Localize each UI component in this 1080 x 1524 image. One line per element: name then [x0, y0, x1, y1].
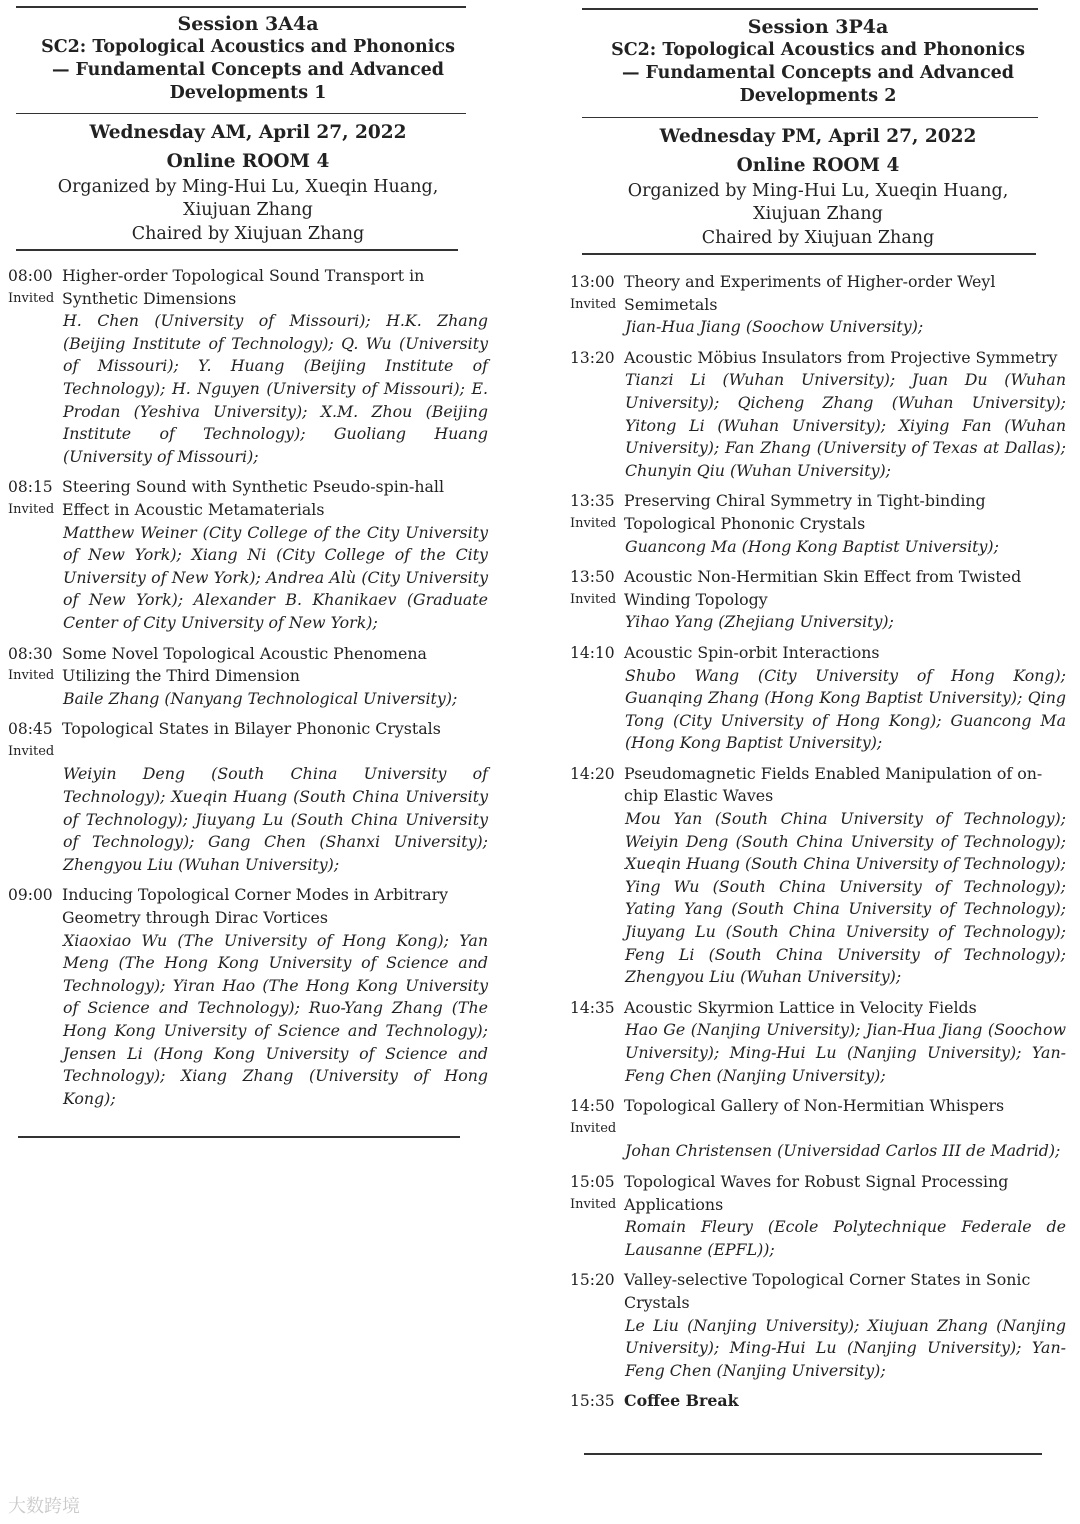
- session-chair: Chaired by Xiujuan Zhang: [701, 228, 935, 248]
- session-title: SC2: Topological Acoustics and Phononics — Fundamental Concepts and Advanced Developments 2: [611, 40, 1025, 106]
- talk-title: Higher-order Topological Sound Transport in Synthetic Dimensions: [62, 266, 425, 308]
- talk-time: 08:45: [8, 720, 53, 739]
- talk-entry: [570, 1095, 1066, 1163]
- talk-entry: [570, 997, 1066, 1087]
- invited-label: Invited: [8, 668, 55, 684]
- talk-title: Acoustic Non-Hermitian Skin Effect from Twisted Winding Topology: [624, 567, 1022, 609]
- session-info: [8, 118, 488, 247]
- session-room: Online ROOM 4: [736, 155, 900, 176]
- talk-entry: [570, 1171, 1066, 1261]
- talk-authors: Johan Christensen (Universidad Carlos III de Madrid);: [625, 1141, 1061, 1161]
- talk-title: Topological Waves for Robust Signal Processing Applications: [624, 1171, 1009, 1214]
- talk-title: Preserving Chiral Symmetry in Tight-binding Topological Phononic Crystals: [624, 491, 986, 533]
- invited-label: Invited: [570, 515, 617, 531]
- talk-time: 14:35: [570, 998, 615, 1017]
- invited-label: Invited: [570, 1120, 617, 1136]
- invited-label: Invited: [8, 743, 55, 759]
- talk-time: 14:10: [570, 643, 615, 662]
- session-info: [570, 122, 1066, 251]
- talk-title: Some Novel Topological Acoustic Phenomena Utilizing the Third Dimension: [62, 643, 427, 686]
- session-organizers: Organized by Ming-Hui Lu, Xueqin Huang, Xiujuan Zhang: [627, 181, 1009, 224]
- right-session-column: [570, 0, 1066, 1455]
- info-rule: [582, 253, 1036, 255]
- info-rule: [16, 249, 458, 251]
- session-date: Wednesday AM, April 27, 2022: [89, 122, 407, 143]
- talk-time: 14:50: [570, 1097, 615, 1116]
- talk-entry: [8, 643, 488, 711]
- spacer: [624, 1118, 1066, 1141]
- talk-time: 13:00: [570, 273, 615, 291]
- spacer: [62, 741, 488, 764]
- session-code: Session 3P4a: [747, 16, 889, 38]
- talk-title: Acoustic Skyrmion Lattice in Velocity Fields: [624, 997, 977, 1017]
- session-title: SC2: Topological Acoustics and Phononics — Fundamental Concepts and Advanced Developments 1: [41, 37, 455, 103]
- session-header: [8, 8, 488, 107]
- talk-time: 08:30: [8, 644, 53, 663]
- talk-time: 13:20: [570, 348, 615, 367]
- session-room: Online ROOM 4: [166, 151, 330, 172]
- session-organizers: Organized by Ming-Hui Lu, Xueqin Huang, Xiujuan Zhang: [57, 177, 439, 220]
- talk-time: 13:35: [570, 492, 615, 511]
- header-rule: [582, 117, 1038, 118]
- invited-label: Invited: [570, 591, 617, 607]
- talk-entry: [570, 763, 1066, 989]
- talk-title: Topological Gallery of Non-Hermitian Whispers: [624, 1096, 1005, 1116]
- talk-time: 13:50: [570, 568, 615, 587]
- session-chair: Chaired by Xiujuan Zhang: [131, 224, 365, 244]
- talk-time: 15:05: [570, 1172, 615, 1191]
- talk-time: 09:00: [8, 886, 53, 905]
- talk-authors: Tianzi Li (Wuhan University); Juan Du (Wuhan University); Qicheng Zhang (Wuhan University); Yitong Li (Wuhan University); Xiying Fan (Wuhan University); Fan Zhang (University of Texas at Dallas); Chunyin Qiu (Wuhan University);: [625, 370, 1066, 480]
- talk-entry: [570, 347, 1066, 483]
- talk-entry: [8, 718, 488, 876]
- talk-time: 15:35: [570, 1392, 615, 1411]
- talk-authors: Romain Fleury (Ecole Polytechnique Federale de Lausanne (EPFL));: [625, 1217, 1066, 1259]
- talk-entry: [570, 271, 1066, 339]
- left-session-column: [8, 0, 488, 1138]
- talk-title: Valley-selective Topological Corner States in Sonic Crystals: [624, 1270, 1031, 1312]
- invited-label: Invited: [8, 501, 55, 517]
- talk-entry: [570, 642, 1066, 755]
- talk-time: 08:00: [8, 267, 53, 285]
- talk-authors: Baile Zhang (Nanyang Technological University);: [63, 688, 458, 708]
- talk-entry: [570, 490, 1066, 558]
- talk-list: [570, 271, 1066, 1413]
- session-header: [570, 10, 1066, 110]
- talk-authors: Shubo Wang (City University of Hong Kong); Guanqing Zhang (Hong Kong Baptist University); Qing Tong (City University of Hong Kong); Guancong Ma (Hong Kong Baptist University);: [625, 665, 1066, 753]
- header-rule: [16, 113, 466, 114]
- invited-label: Invited: [570, 1196, 617, 1212]
- talk-entry: [8, 476, 488, 634]
- talk-title: Steering Sound with Synthetic Pseudo-spin-hall Effect in Acoustic Metamaterials: [62, 477, 445, 519]
- talk-entry: [570, 566, 1066, 634]
- session-code: Session 3A4a: [177, 13, 319, 35]
- talk-entry: [8, 265, 488, 468]
- talk-authors: Jian-Hua Jiang (Soochow University);: [625, 317, 924, 337]
- talk-time: 08:15: [8, 478, 53, 497]
- talk-list: [8, 265, 488, 1110]
- talk-title: Inducing Topological Corner Modes in Arbitrary Geometry through Dirac Vortices: [62, 885, 449, 928]
- talk-authors: Hao Ge (Nanjing University); Jian-Hua Jiang (Soochow University); Ming-Hui Lu (Nanjing University); Yan-Feng Chen (Nanjing University);: [625, 1020, 1066, 1085]
- session-date: Wednesday PM, April 27, 2022: [659, 126, 977, 147]
- talk-authors: Guancong Ma (Hong Kong Baptist University);: [625, 536, 999, 556]
- invited-label: Invited: [8, 290, 55, 306]
- talk-entry: [570, 1269, 1066, 1382]
- talk-title: Topological States in Bilayer Phononic Crystals: [62, 719, 441, 739]
- talk-authors: Weiyin Deng (South China University of Technology); Xueqin Huang (South China University of Technology); Jiuyang Lu (South China University of Technology); Gang Chen (Shanxi University); Zhengyou Liu (Wuhan University);: [63, 764, 488, 874]
- bottom-rule: [18, 1136, 460, 1138]
- talk-entry: [570, 1390, 1066, 1413]
- talk-authors: Le Liu (Nanjing University); Xiujuan Zhang (Nanjing University); Ming-Hui Lu (Nanjing University); Yan-Feng Chen (Nanjing University);: [625, 1315, 1066, 1380]
- talk-authors: Yihao Yang (Zhejiang University);: [625, 612, 894, 632]
- talk-time: 14:20: [570, 764, 615, 783]
- talk-time: 15:20: [570, 1271, 615, 1290]
- talk-title: Acoustic Spin-orbit Interactions: [624, 642, 880, 662]
- talk-authors: Mou Yan (South China University of Technology); Weiyin Deng (South China University of Technology); Xueqin Huang (South China University of Technology); Ying Wu (South China University of Technology); Yating Yang (South China University of Technology); Jiuyang Lu (South China University of Technology); Feng Li (South China University of Technology); Zhengyou Liu (Wuhan University);: [625, 809, 1066, 987]
- talk-title: Coffee Break: [624, 1391, 739, 1411]
- talk-title: Acoustic Möbius Insulators from Projective Symmetry: [624, 347, 1058, 367]
- bottom-rule: [584, 1453, 1042, 1455]
- invited-label: Invited: [570, 296, 617, 312]
- watermark-logo: 大数跨境: [8, 1496, 80, 1517]
- talk-entry: [8, 884, 488, 1110]
- talk-authors: Matthew Weiner (City College of the City University of New York); Xiang Ni (City College of the City University of New York); Andrea Alù (City University of New York); Alexander B. Khanikaev (Graduate Center of City University of New York);: [63, 522, 488, 632]
- talk-authors: H. Chen (University of Missouri); H.K. Zhang (Beijing Institute of Technology); Q. Wu (University of Missouri); Y. Huang (Beijing Institute of Technology); H. Nguyen (University of Missouri); E. Prodan (Yeshiva University); X.M. Zhou (Beijing Institute of Technology); Guoliang Huang (University of Missouri);: [63, 311, 488, 466]
- talk-title: Theory and Experiments of Higher-order Weyl Semimetals: [624, 272, 996, 314]
- talk-title: Pseudomagnetic Fields Enabled Manipulation of on-chip Elastic Waves: [624, 763, 1043, 806]
- talk-authors: Xiaoxiao Wu (The University of Hong Kong); Yan Meng (The Hong Kong University of Science and Technology); Yiran Hao (The Hong Kong University of Science and Technology); Ruo-Yang Zhang (The Hong Kong University of Science and Technology); Jensen Li (Hong Kong University of Science and Technology); Xiang Zhang (University of Hong Kong);: [63, 930, 488, 1108]
